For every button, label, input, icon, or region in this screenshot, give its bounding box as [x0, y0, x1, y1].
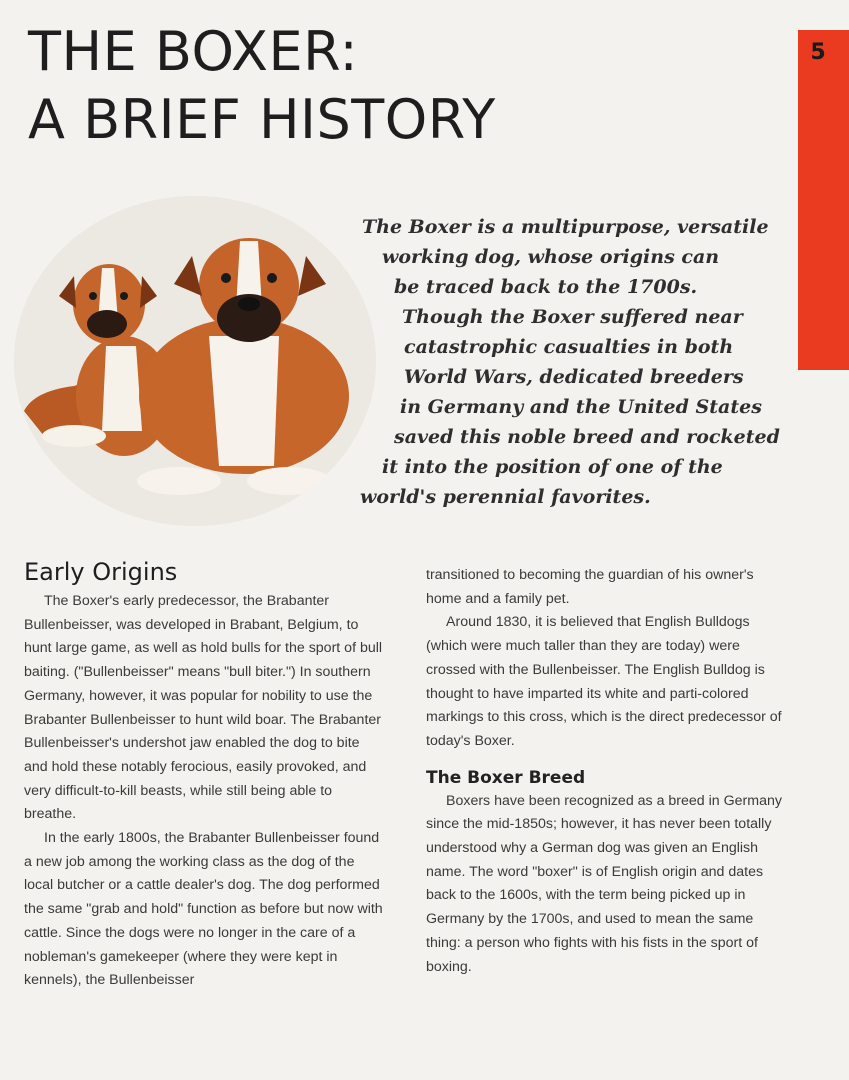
intro-line: be traced back to the 1700s.	[394, 276, 698, 298]
title-line-1: THE BOXER:	[28, 20, 359, 83]
boxer-photo	[14, 196, 376, 526]
body-paragraph: In the early 1800s, the Brabanter Bullenbeisser found a new job among the working class as the dog of the local butcher or a cattle dealer's dog. The dog performed the same "grab and hold" function as before but now with cattle. Since the dogs were no longer in the care of a nobleman's gamekeeper (where they were kept in kennels), the Bullenbeisser	[24, 830, 383, 989]
intro-line: World Wars, dedicated breeders	[404, 366, 744, 388]
body-paragraph: Around 1830, it is believed that English Bulldogs (which were much taller than they are today) were crossed with the Bullenbeisser. The English Bulldog is thought to have imparted its white and parti-colored markings to this cross, which is the direct predecessor of today's Boxer.	[426, 614, 782, 749]
section-heading-early-origins: Early Origins	[24, 558, 178, 586]
intro-line: working dog, whose origins can	[382, 246, 720, 268]
body-paragraph: Boxers have been recognized as a breed in Germany since the mid-1850s; however, it has never been totally understood why a German dog was given an English name. The word "boxer" is of English origin and dates back to the 1600s, with the term being picked up in Germany by the 1700s, and used to mean the same thing: a person who fights with his fists in the sport of boxing.	[426, 792, 782, 975]
intro-line: catastrophic casualties in both	[404, 336, 734, 358]
body-paragraph: The Boxer's early predecessor, the Brabanter Bullenbeisser, was developed in Brabant, Belgium, to hunt large game, as well as hold bulls for the sport of bull baiting. ("Bullenbeisser" means "bull biter.") In southern Germany, however, it was popular for nobility to use the Brabanter Bullenbeisser to hunt wild boar. The Brabanter Bullenbeisser's undershot jaw enabled the dog to bite and hold these notably ferocious, easily provoked, and very difficult-to-kill beasts, while still being able to breathe.	[24, 593, 383, 823]
chapter-tab	[798, 30, 849, 370]
column-left	[24, 556, 384, 993]
intro-line: Though the Boxer suffered near	[402, 306, 743, 328]
chapter-number: 5	[810, 40, 826, 65]
body-paragraph: transitioned to becoming the guardian of his owner's home and a family pet.	[426, 567, 754, 607]
boxer-dogs-illustration	[14, 196, 376, 526]
intro-line: saved this noble breed and rocketed	[394, 426, 780, 448]
column-right	[426, 564, 788, 979]
intro-line: in Germany and the United States	[400, 396, 762, 418]
intro-line: it into the position of one of the	[382, 456, 723, 478]
intro-line: The Boxer is a multipurpose, versatile	[362, 216, 769, 238]
intro-line: world's perennial favorites.	[360, 486, 651, 508]
page-title	[28, 18, 496, 154]
section-heading-boxer-breed: The Boxer Breed	[426, 767, 586, 788]
title-line-2: A BRIEF HISTORY	[28, 88, 496, 151]
